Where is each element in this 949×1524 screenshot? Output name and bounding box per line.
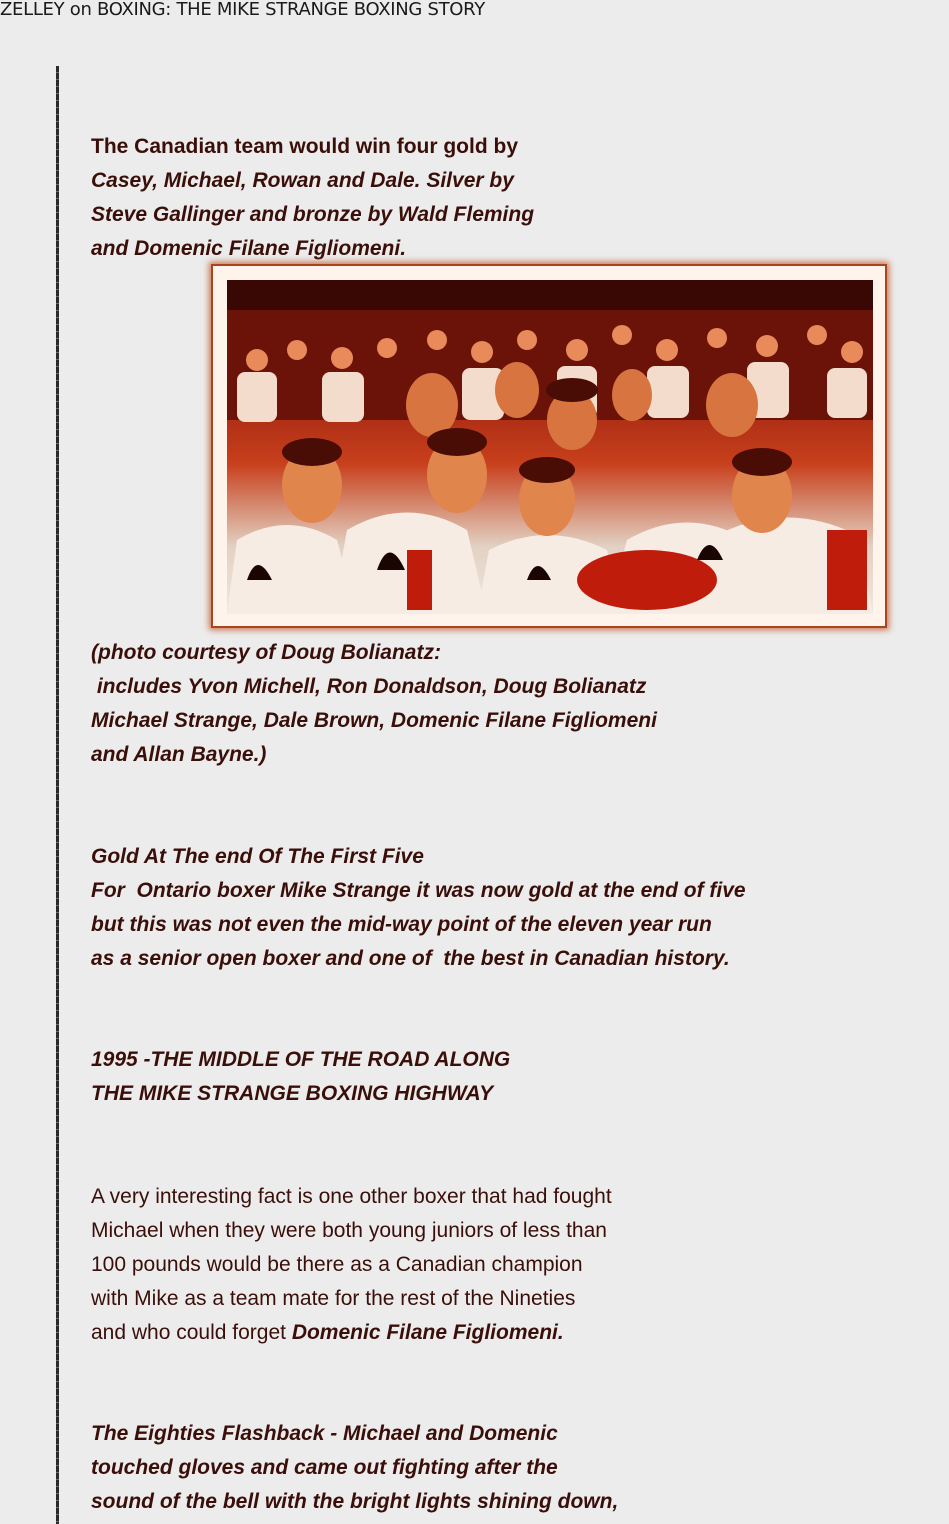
photo-caption: [91, 636, 657, 772]
caption-line: Michael Strange, Dale Brown, Domenic Filane Figliomeni: [91, 709, 657, 732]
section-heading: THE MIKE STRANGE BOXING HIGHWAY: [91, 1082, 494, 1105]
intro-line: The Canadian team would win four gold by: [91, 135, 519, 158]
section-line: A very interesting fact is one other boxer that had fought: [91, 1185, 612, 1208]
section-1995-heading: [91, 1043, 510, 1111]
section-line: For Ontario boxer Mike Strange it was now gold at the end of five: [91, 879, 746, 902]
section-line: [91, 1316, 612, 1350]
section-line: but this was not even the mid-way point of the eleven year run: [91, 913, 712, 936]
section-heading: Gold At The end Of The First Five: [91, 845, 424, 868]
left-vertical-rule: [56, 66, 59, 1524]
intro-line: Steve Gallinger and bronze by Wald Fleming: [91, 203, 535, 226]
section-gold-first-five: [91, 840, 746, 976]
intro-line: Casey, Michael, Rowan and Dale. Silver by: [91, 169, 514, 192]
section-line: 100 pounds would be there as a Canadian champion: [91, 1253, 583, 1276]
intro-line: and Domenic Filane Figliomeni.: [91, 237, 407, 260]
section-line: Michael when they were both young juniors of less than: [91, 1219, 607, 1242]
section-line: as a senior open boxer and one of the best in Canadian history.: [91, 947, 730, 970]
section-heading: 1995 -THE MIDDLE OF THE ROAD ALONG: [91, 1048, 511, 1071]
section-line: with Mike as a team mate for the rest of the Nineties: [91, 1287, 576, 1310]
highlighted-name: Domenic Filane Figliomeni.: [291, 1321, 564, 1344]
section-line-text: and who could forget: [91, 1321, 292, 1344]
caption-line: includes Yvon Michell, Ron Donaldson, Doug Bolianatz: [91, 675, 647, 698]
section-line: The Eighties Flashback - Michael and Domenic: [91, 1422, 558, 1445]
intro-paragraph: [91, 130, 534, 266]
section-line: sound of the bell with the bright lights shining down,: [91, 1490, 619, 1513]
section-eighties-flashback: [91, 1417, 618, 1519]
caption-line: and Allan Bayne.): [91, 743, 267, 766]
page-title: ZELLEY on BOXING: THE MIKE STRANGE BOXING STORY: [0, 0, 485, 20]
section-interesting-fact: [91, 1180, 612, 1350]
team-photo-frame: [211, 264, 887, 628]
team-photo-image: [227, 280, 873, 614]
section-line: touched gloves and came out fighting after the: [91, 1456, 558, 1479]
caption-line: (photo courtesy of Doug Bolianatz:: [91, 641, 441, 664]
